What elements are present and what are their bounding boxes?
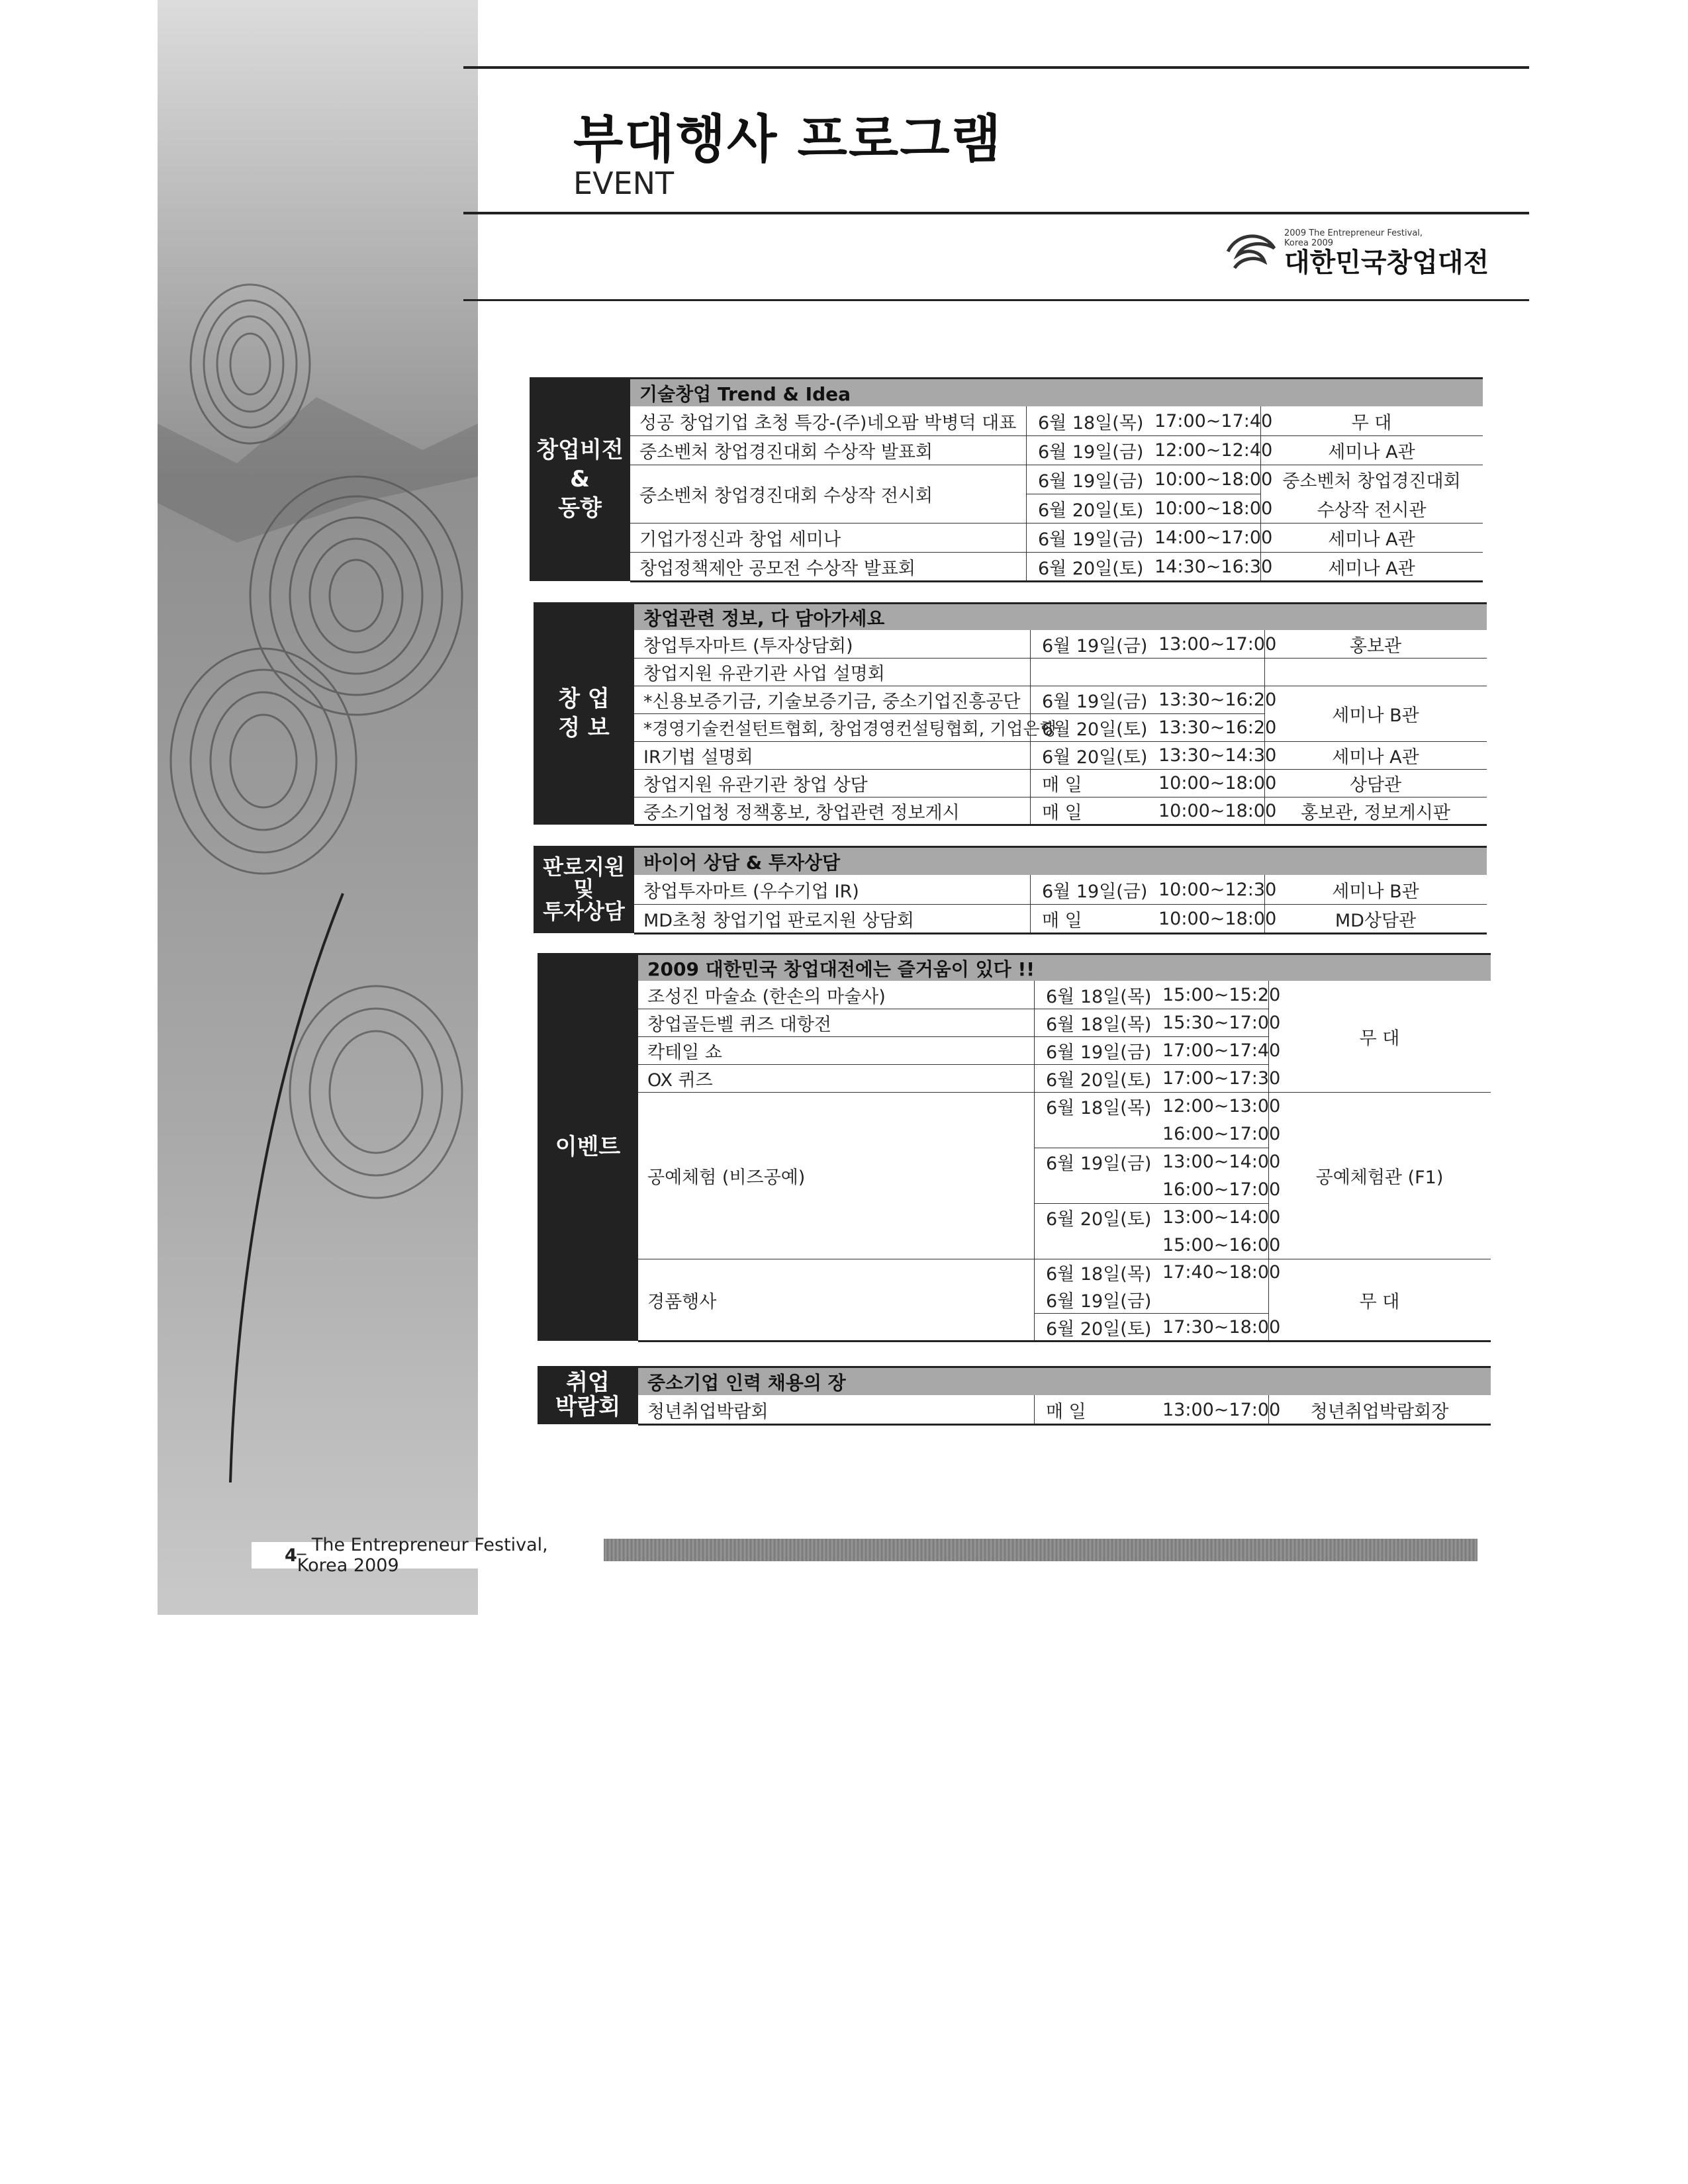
event-time: 13:00~14:00 [1162,1151,1281,1172]
event-name: 창업투자마트 (투자상담회) [643,635,853,657]
event-date: 매 일 [1042,802,1082,823]
event-time: 12:00~13:00 [1162,1095,1281,1116]
event-name: 기업가정신과 창업 세미나 [639,529,841,550]
section-header: 바이어 상담 & 투자상담 [634,846,1487,875]
event-place: 세미나 A관 [1328,558,1415,579]
section-vision [530,377,1483,581]
event-place: 상담관 [1349,774,1402,796]
event-time: 17:00~17:40 [1154,410,1273,432]
footer-bar [604,1539,1477,1561]
event-time: 10:00~18:00 [1158,772,1277,794]
category-label: 창 업 정 보 [534,602,634,825]
event-date: 6월 19일(금) [1042,881,1148,902]
event-date: 6월 19일(금) [1042,691,1148,712]
event-place: 세미나 A관 [1328,529,1415,550]
footer-caption [252,1535,583,1576]
event-time: 13:30~14:30 [1158,745,1277,766]
top-rule [463,66,1529,69]
event-place: 무 대 [1351,412,1392,433]
event-name: 창업투자마트 (우수기업 IR) [643,881,859,902]
event-place: 홍보관, 정보게시판 [1301,802,1450,823]
event-date: 6월 19일(금) [1038,441,1144,463]
event-time: 10:00~18:00 [1154,498,1273,519]
event-date: 6월 19일(금) [1038,471,1144,492]
event-date: 6월 20일(토) [1046,1069,1152,1091]
event-name: IR기법 설명회 [643,747,753,768]
event-date: 6월 18일(목) [1046,1264,1152,1285]
category-label: 이벤트 [538,953,638,1341]
event-date: 6월 19일(금) [1038,529,1144,550]
event-time: 14:30~16:30 [1154,556,1273,577]
event-date: 매 일 [1042,910,1082,931]
footer-text: _ The Entrepreneur Festival, Korea 2009 [297,1535,548,1576]
page-number: 4 [285,1545,297,1566]
event-date: 6월 19일(금) [1042,635,1148,657]
event-time: 14:00~17:00 [1154,527,1273,548]
section-job-fair [538,1366,1491,1424]
section-events [538,953,1491,1341]
event-place: 공예체험관 (F1) [1315,1167,1444,1188]
event-time: 13:30~16:20 [1158,689,1277,710]
event-time: 17:40~18:00 [1162,1262,1281,1283]
event-date: 6월 19일(금) [1046,1153,1152,1174]
event-name: 중소벤처 창업경진대회 수상작 전시회 [639,485,933,506]
logo-name: 대한민국창업대전 [1284,248,1489,278]
decorative-sidebar [158,0,478,1615]
event-date: 매 일 [1042,774,1082,796]
event-place: 중소벤처 창업경진대회 [1282,471,1461,492]
event-name: 조성진 마술쇼 (한손의 마술사) [647,986,886,1007]
event-place: 홍보관 [1349,635,1402,657]
page-title: 부대행사 프로그램 [573,110,1002,169]
event-name: 경품행사 [647,1291,717,1312]
event-date: 매 일 [1046,1401,1086,1422]
section-header: 2009 대한민국 창업대전에는 즐거움이 있다 !! [638,953,1491,981]
event-name: 성공 창업기업 초청 특강-(주)네오팜 박병덕 대표 [639,412,1017,433]
event-time: 10:00~18:00 [1154,469,1273,490]
event-name: 중소기업청 정책홍보, 창업관련 정보게시 [643,802,960,823]
event-place: 무 대 [1359,1291,1400,1312]
event-date: 6월 18일(목) [1038,412,1144,433]
title-rule [463,212,1529,214]
section-header: 창업관련 정보, 다 담아가세요 [634,602,1487,630]
event-date: 6월 20일(토) [1042,747,1148,768]
section-header: 중소기업 인력 채용의 장 [638,1366,1491,1395]
event-date: 6월 20일(토) [1042,719,1148,740]
festival-logo [1225,228,1489,281]
event-date: 6월 20일(토) [1038,558,1144,579]
event-name: 공예체험 (비즈공예) [647,1167,806,1188]
event-place: 세미나 B관 [1332,705,1419,726]
event-date: 6월 19일(금) [1046,1042,1152,1063]
event-name: 청년취업박람회 [647,1401,769,1422]
event-time: 16:00~17:00 [1162,1179,1281,1200]
event-place: 무 대 [1359,1028,1400,1049]
event-time: 15:00~15:20 [1162,984,1281,1005]
event-time: 16:00~17:00 [1162,1123,1281,1144]
event-place: 청년취업박람회장 [1310,1401,1449,1422]
event-name: 창업지원 유관기관 사업 설명회 [643,663,885,684]
event-time: 15:30~17:00 [1162,1012,1281,1033]
section-header: 기술창업 Trend & Idea [630,377,1483,406]
event-time: 17:00~17:30 [1162,1068,1281,1089]
event-time: 13:30~16:20 [1158,717,1277,738]
event-place: 세미나 B관 [1332,881,1419,902]
event-time: 10:00~18:00 [1158,908,1277,929]
event-name: 창업지원 유관기관 창업 상담 [643,774,868,796]
event-date: 6월 20일(토) [1046,1208,1152,1230]
event-time: 17:30~18:00 [1162,1316,1281,1338]
event-time: 12:00~12:40 [1154,439,1273,461]
category-label: 취업 박람회 [538,1366,638,1424]
event-name: 칵테일 쇼 [647,1042,722,1063]
event-date: 6월 20일(토) [1046,1318,1152,1340]
event-place: 수상작 전시관 [1317,500,1427,521]
logo-swirl-icon [1225,228,1278,275]
category-label: 창업비전 & 동향 [530,377,630,581]
event-place: 세미나 A관 [1332,747,1419,768]
event-name: *신용보증기금, 기술보증기금, 중소기업진흥공단 [643,691,1021,712]
logo-rule [463,299,1529,301]
event-date: 6월 18일(목) [1046,1097,1152,1118]
event-time: 17:00~17:40 [1162,1040,1281,1061]
event-time: 13:00~17:00 [1158,633,1277,655]
event-date: 6월 18일(목) [1046,1014,1152,1035]
section-startup-info [534,602,1487,825]
event-time: 13:00~14:00 [1162,1206,1281,1228]
event-place: 세미나 A관 [1328,441,1415,463]
event-date: 6월 19일(금) [1046,1291,1152,1312]
event-date: 6월 18일(목) [1046,986,1152,1007]
event-time: 10:00~18:00 [1158,800,1277,821]
event-name: OX 퀴즈 [647,1069,713,1091]
fingerprint-art [158,0,478,1615]
category-label: 판로지원 및 투자상담 [534,846,634,933]
section-sales-investment [534,846,1487,933]
event-time: 13:00~17:00 [1162,1399,1281,1420]
event-name: 중소벤처 창업경진대회 수상작 발표회 [639,441,933,463]
event-name: MD초청 창업기업 판로지원 상담회 [643,910,914,931]
logo-tagline: 2009 The Entrepreneur Festival, Korea 2009 [1284,228,1423,248]
event-time: 10:00~12:30 [1158,879,1277,900]
event-time: 15:00~16:00 [1162,1234,1281,1255]
page-subtitle: EVENT [573,165,675,201]
event-name: *경영기술컨설턴트협회, 창업경영컨설팅협회, 기업은행 [643,719,1056,739]
event-date: 6월 20일(토) [1038,500,1144,521]
event-name: 창업골든벨 퀴즈 대항전 [647,1014,831,1035]
event-place: MD상담관 [1335,910,1417,931]
event-name: 창업정책제안 공모전 수상작 발표회 [639,558,915,579]
